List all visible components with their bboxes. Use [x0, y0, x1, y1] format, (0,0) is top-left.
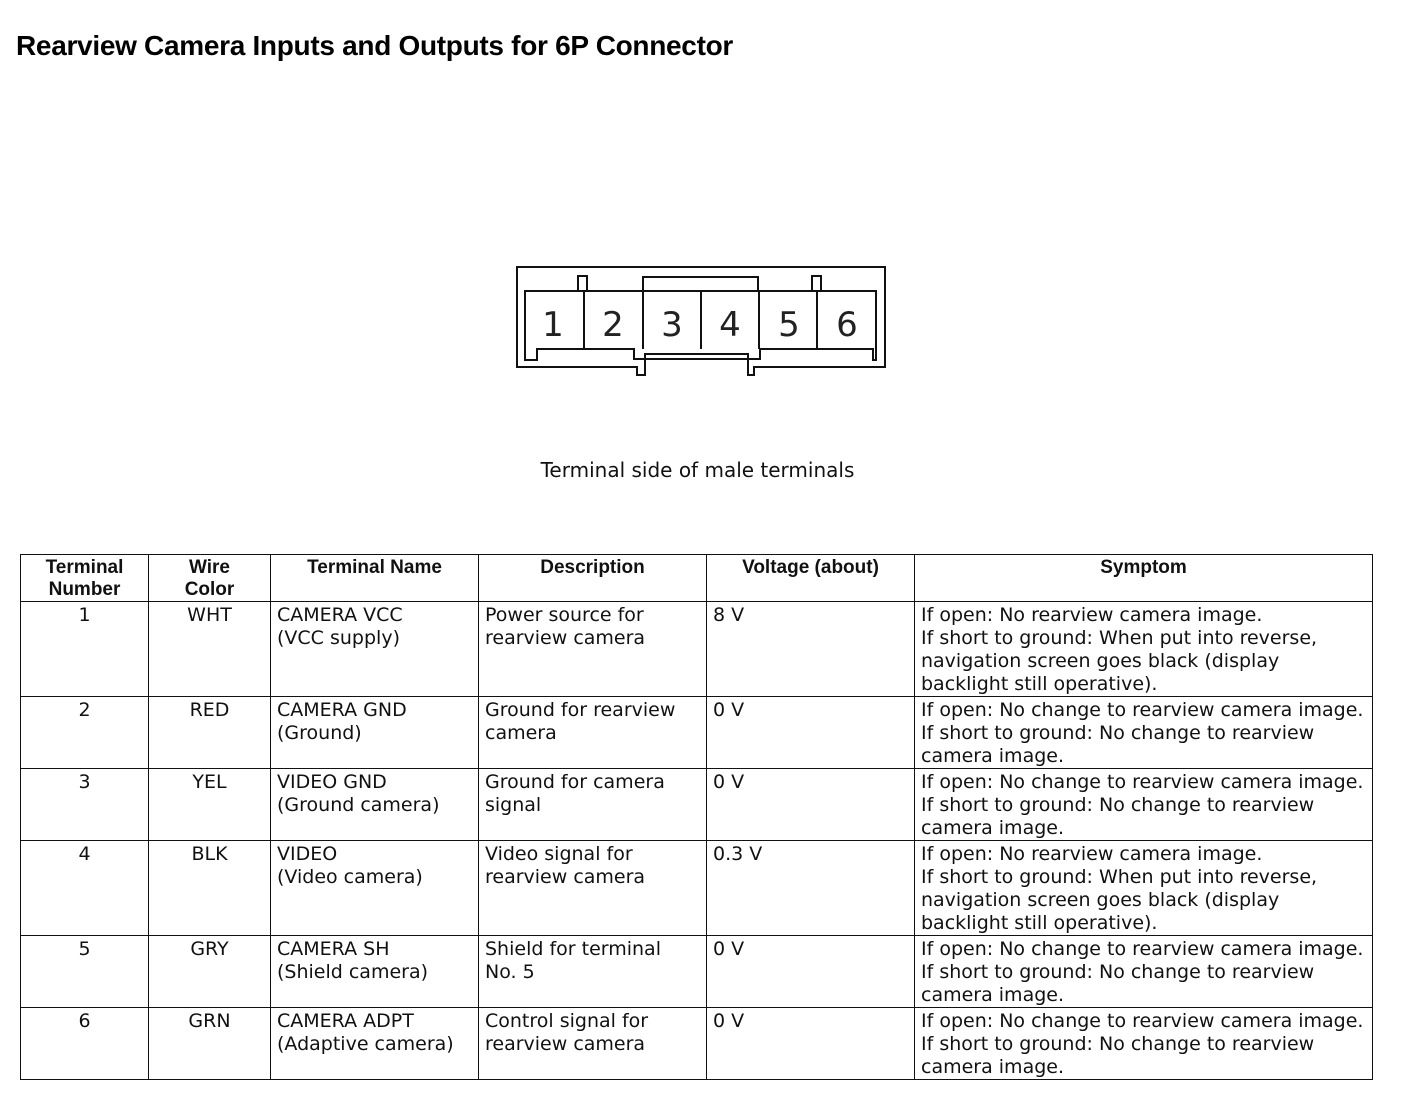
terminal-symptom: If open: No change to rearview camera image. If short to ground: No change to rearview camera image.: [915, 1008, 1373, 1080]
locking-tab: [578, 276, 587, 291]
terminal-description: Ground for camera signal: [479, 769, 707, 841]
pin-number: 1: [542, 305, 564, 345]
terminal-description: Power source for rearview camera: [479, 602, 707, 697]
pin-number: 6: [836, 305, 858, 345]
connector-diagram: [512, 262, 892, 382]
table-row: [21, 697, 1373, 769]
terminal-name: CAMERA VCC (VCC supply): [271, 602, 479, 697]
terminal-description: Ground for rearview camera: [479, 697, 707, 769]
table-row: [21, 769, 1373, 841]
terminal-symptom: If open: No rearview camera image. If short to ground: When put into reverse, navigation screen goes black (display backlight still operative).: [915, 602, 1373, 697]
center-key: [643, 277, 758, 291]
terminal-table: [20, 554, 1373, 1080]
terminal-voltage: 0 V: [707, 1008, 915, 1080]
wire-color: GRY: [149, 936, 271, 1008]
terminal-number: 3: [21, 769, 149, 841]
terminal-name: VIDEO GND (Ground camera): [271, 769, 479, 841]
wire-color: RED: [149, 697, 271, 769]
wire-color: GRN: [149, 1008, 271, 1080]
terminal-symptom: If open: No change to rearview camera image. If short to ground: No change to rearview camera image.: [915, 769, 1373, 841]
terminal-number: 2: [21, 697, 149, 769]
wire-color: WHT: [149, 602, 271, 697]
terminal-voltage: 0 V: [707, 936, 915, 1008]
terminal-number: 5: [21, 936, 149, 1008]
terminal-description: Video signal for rearview camera: [479, 841, 707, 936]
header-wire-color: Wire Color: [149, 555, 271, 602]
terminal-description: Control signal for rearview camera: [479, 1008, 707, 1080]
terminal-name: CAMERA SH (Shield camera): [271, 936, 479, 1008]
wire-color: BLK: [149, 841, 271, 936]
terminal-name: CAMERA GND (Ground): [271, 697, 479, 769]
terminal-name: CAMERA ADPT (Adaptive camera): [271, 1008, 479, 1080]
page-title: Rearview Camera Inputs and Outputs for 6P Connector: [16, 30, 733, 61]
header-symptom: Symptom: [915, 555, 1373, 602]
table-row: [21, 1008, 1373, 1080]
terminal-symptom: If open: No change to rearview camera image. If short to ground: No change to rearview camera image.: [915, 697, 1373, 769]
header-terminal-name: Terminal Name: [271, 555, 479, 602]
pin-number: 4: [719, 305, 741, 345]
terminal-symptom: If open: No change to rearview camera image. If short to ground: No change to rearview camera image.: [915, 936, 1373, 1008]
table-row: [21, 841, 1373, 936]
header-terminal-number: Terminal Number: [21, 555, 149, 602]
table-row: [21, 936, 1373, 1008]
terminal-description: Shield for terminal No. 5: [479, 936, 707, 1008]
terminal-number: 1: [21, 602, 149, 697]
terminal-name: VIDEO (Video camera): [271, 841, 479, 936]
terminal-voltage: 8 V: [707, 602, 915, 697]
terminal-number: 6: [21, 1008, 149, 1080]
terminal-number: 4: [21, 841, 149, 936]
pin-number: 3: [661, 305, 683, 345]
table-row: [21, 602, 1373, 697]
pin-number: 2: [602, 305, 624, 345]
connector-caption: Terminal side of male terminals: [540, 458, 855, 482]
wire-color: YEL: [149, 769, 271, 841]
header-voltage: Voltage (about): [707, 555, 915, 602]
header-description: Description: [479, 555, 707, 602]
pin-number: 5: [778, 305, 800, 345]
locking-tab: [812, 276, 821, 291]
table-header-row: [21, 555, 1373, 602]
terminal-voltage: 0.3 V: [707, 841, 915, 936]
terminal-symptom: If open: No rearview camera image. If short to ground: When put into reverse, navigation screen goes black (display backlight still operative).: [915, 841, 1373, 936]
terminal-voltage: 0 V: [707, 769, 915, 841]
terminal-voltage: 0 V: [707, 697, 915, 769]
